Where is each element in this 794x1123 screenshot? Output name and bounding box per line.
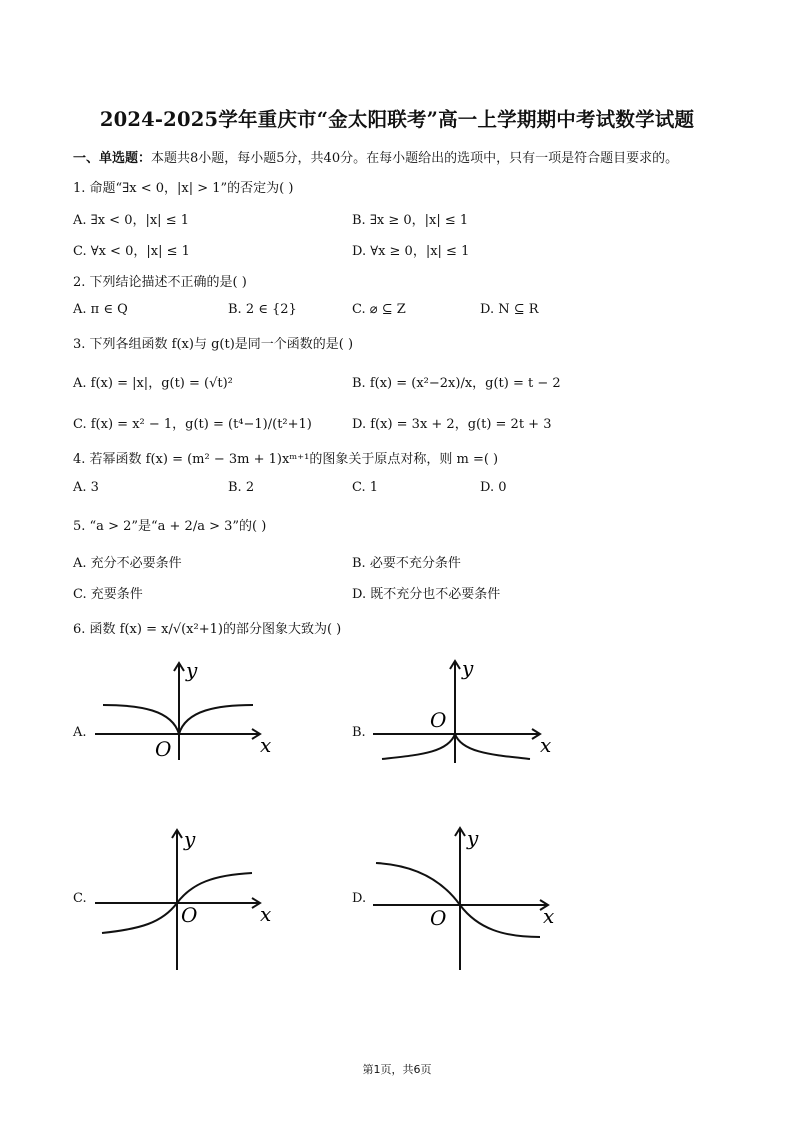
question-3-option-d: D. f(x) = 3x + 2，g(t) = 2t + 3 — [352, 417, 552, 432]
graph-c-y-label: y — [184, 827, 196, 851]
graph-c — [90, 825, 290, 975]
graph-d-x-label: x — [543, 904, 555, 928]
question-2-option-b: B. 2 ∈ {2} — [228, 302, 297, 317]
section-heading: 一、单选题： — [73, 151, 152, 166]
question-2-option-a: A. π ∈ Q — [73, 302, 128, 317]
graph-a-y-label: y — [186, 658, 198, 682]
section-header — [73, 147, 678, 166]
question-5-option-c: C. 充要条件 — [73, 587, 143, 602]
question-6-option-d: D. — [352, 891, 367, 906]
question-1-stem: 1. 命题“∃x < 0，|x| > 1”的否定为( ) — [73, 181, 294, 196]
graph-a — [90, 655, 290, 765]
graph-b — [368, 655, 568, 765]
question-3-option-b: B. f(x) = (x²−2x)/x，g(t) = t − 2 — [352, 376, 561, 391]
graph-b-y-label: y — [462, 656, 474, 680]
graph-a-origin-label: O — [155, 737, 172, 761]
question-1-option-b: B. ∃x ≥ 0，|x| ≤ 1 — [352, 213, 469, 228]
graph-a-x-label: x — [260, 733, 272, 757]
question-2-option-c: C. ⌀ ⊆ Z — [352, 302, 406, 317]
page-title: 2024-2025学年重庆市“金太阳联考”高一上学期期中考试数学试题 — [99, 108, 695, 131]
question-4-option-c: C. 1 — [352, 480, 379, 495]
question-6-stem: 6. 函数 f(x) = x/√(x²+1)的部分图象大致为( ) — [73, 622, 342, 637]
graph-b-origin-label: O — [430, 708, 447, 732]
page-footer: 第1页，共6页 — [362, 1063, 432, 1076]
question-4-option-b: B. 2 — [228, 480, 255, 495]
question-4-option-a: A. 3 — [73, 480, 99, 495]
question-4-stem: 4. 若幂函数 f(x) = (m² − 3m + 1)xᵐ⁺¹的图象关于原点对称，则 m =( ) — [73, 452, 499, 467]
graph-c-origin-label: O — [181, 903, 198, 927]
graph-d — [368, 825, 568, 975]
question-5-stem: 5. “a > 2”是“a + 2/a > 3”的( ) — [73, 519, 267, 534]
question-5-option-a: A. 充分不必要条件 — [73, 556, 182, 571]
section-description: 本题共8小题，每小题5分，共40分。在每小题给出的选项中，只有一项是符合题目要求的。 — [151, 151, 679, 166]
graph-c-x-label: x — [260, 902, 272, 926]
question-3-option-a: A. f(x) = |x|，g(t) = (√t)² — [73, 376, 233, 391]
question-1-option-a: A. ∃x < 0，|x| ≤ 1 — [73, 213, 189, 228]
question-1-option-c: C. ∀x < 0，|x| ≤ 1 — [73, 244, 190, 259]
graph-d-y-label: y — [467, 826, 479, 850]
question-5-option-b: B. 必要不充分条件 — [352, 556, 461, 571]
question-4-option-d: D. 0 — [480, 480, 507, 495]
question-1-option-d: D. ∀x ≥ 0，|x| ≤ 1 — [352, 244, 470, 259]
question-2-stem: 2. 下列结论描述不正确的是( ) — [73, 275, 247, 290]
graph-d-origin-label: O — [430, 906, 447, 930]
question-3-stem: 3. 下列各组函数 f(x)与 g(t)是同一个函数的是( ) — [73, 337, 354, 352]
question-6-option-a: A. — [73, 725, 87, 740]
question-6-option-c: C. — [73, 891, 87, 906]
question-5-option-d: D. 既不充分也不必要条件 — [352, 587, 501, 602]
question-2-option-d: D. N ⊆ R — [480, 302, 539, 317]
graph-d-curve — [376, 863, 540, 937]
question-3-option-c: C. f(x) = x² − 1，g(t) = (t⁴−1)/(t²+1) — [73, 417, 312, 432]
graph-b-x-label: x — [540, 733, 552, 757]
question-6-option-b: B. — [352, 725, 366, 740]
